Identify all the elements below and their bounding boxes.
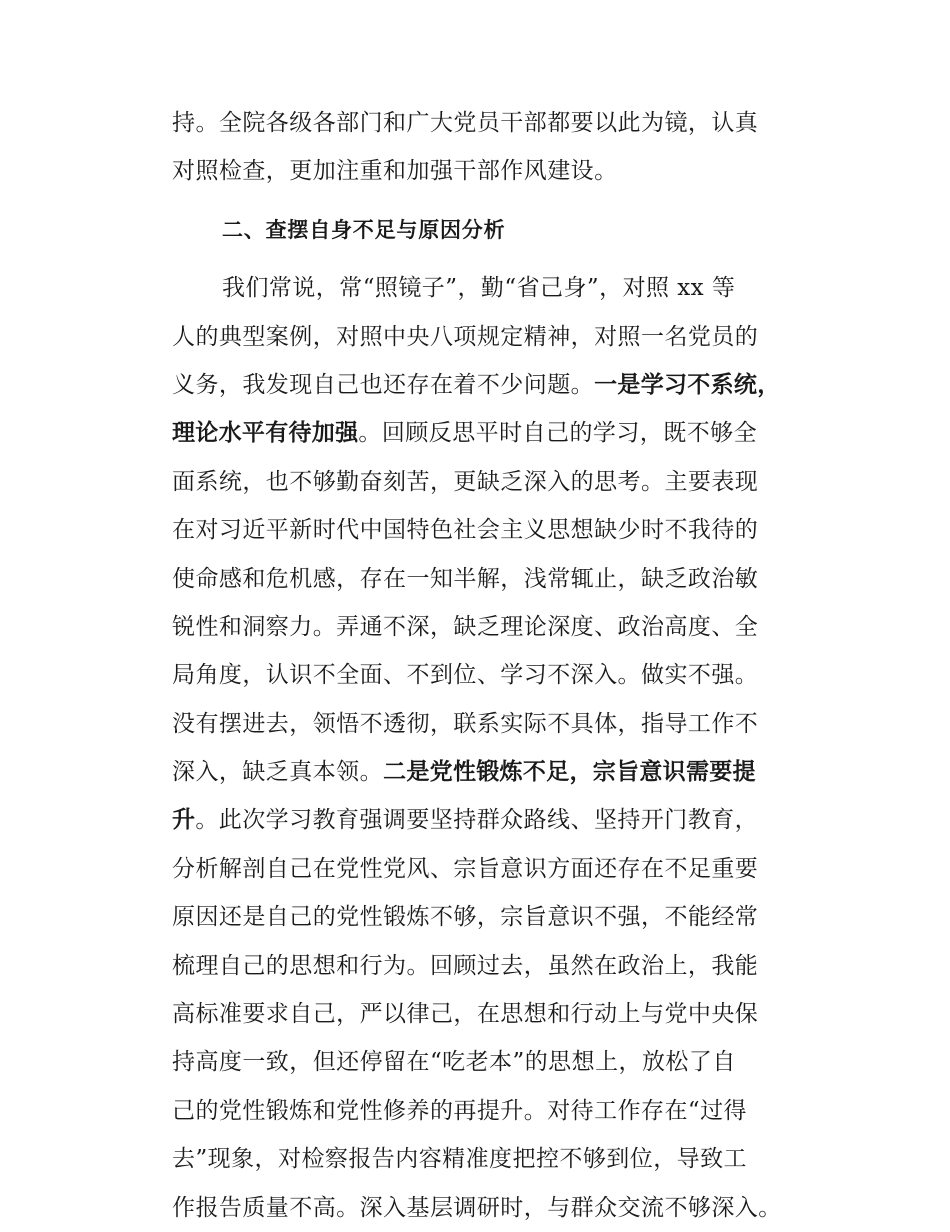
paragraph-line [172, 361, 808, 409]
paragraph-line: 持。全院各级各部门和广大党员干部都要以此为镜，认真 [172, 110, 759, 136]
paragraph-line: 我们常说，常“照镜子”，勤“省己身”，对照 xx 等 [222, 275, 736, 302]
paragraph-line: 原因还是自己的党性锻炼不够，宗旨意识不强，不能经常 [172, 904, 759, 931]
paragraph-line: 己的党性锻炼和党性修养的再提升。对待工作存在“过得 [172, 1097, 748, 1124]
paragraph-gap [172, 254, 808, 264]
paragraph-line: 局角度，认识不全面、不到位、学习不深入。做实不强。 [172, 662, 759, 689]
paragraph-line: 人的典型案例，对照中央八项规定精神，对照一名党员的 [172, 323, 759, 350]
paragraph-gap [172, 196, 808, 206]
paragraph-line: 去”现象，对检察报告内容精准度把控不够到位，导致工 [172, 1146, 748, 1173]
paragraph-line [172, 409, 808, 457]
paragraph-line: 没有摆进去，领悟不透彻，联系实际不具体，指导工作不 [172, 710, 759, 737]
section-heading: 二、查摆自身不足与原因分析 [222, 217, 506, 242]
paragraph-line: 面系统，也不够勤奋刻苦，更缺乏深入的思考。主要表现 [172, 468, 759, 495]
normal-text: 。此次学习教育强调要坚持群众路线、坚持开门教育， [195, 807, 759, 834]
paragraph-line: 持高度一致，但还停留在“吃老本”的思想上，放松了自 [172, 1049, 736, 1076]
document-page [172, 99, 808, 1232]
paragraph-line: 高标准要求自己，严以律己，在思想和行动上与党中央保 [172, 1001, 759, 1028]
paragraph-line [172, 748, 808, 796]
bold-point-one-cont: 理论水平有待加强 [172, 420, 359, 447]
paragraph-line: 分析解剖自己在党性党风、宗旨意识方面还存在不足重要 [172, 855, 759, 882]
bold-point-one: 一是学习不系统， [594, 371, 781, 398]
bold-point-two: 二是党性锻炼不足，宗旨意识需要提 [383, 759, 756, 786]
paragraph-line: 锐性和洞察力。弄通不深，缺乏理论深度、政治高度、全 [172, 613, 759, 640]
paragraph-line: 使命感和危机感，存在一知半解，浅常辄止，缺乏政治敏 [172, 565, 759, 592]
normal-text: 深入，缺乏真本领。 [172, 759, 384, 786]
paragraph-line: 在对习近平新时代中国特色社会主义思想缺少时不我待的 [172, 517, 759, 544]
paragraph-line: 对照检查，更加注重和加强干部作风建设。 [172, 158, 618, 185]
normal-text: 义务，我发现自己也还存在着不少问题。 [172, 371, 595, 398]
paragraph-line: 作报告质量不高。深入基层调研时，与群众交流不够深入。 [172, 1194, 782, 1221]
paragraph-line [172, 796, 808, 844]
bold-point-two-cont: 升 [172, 807, 196, 834]
paragraph-line: 梳理自己的思想和行为。回顾过去，虽然在政治上，我能 [172, 952, 759, 979]
normal-text: 。回顾反思平时自己的学习，既不够全 [358, 420, 758, 447]
